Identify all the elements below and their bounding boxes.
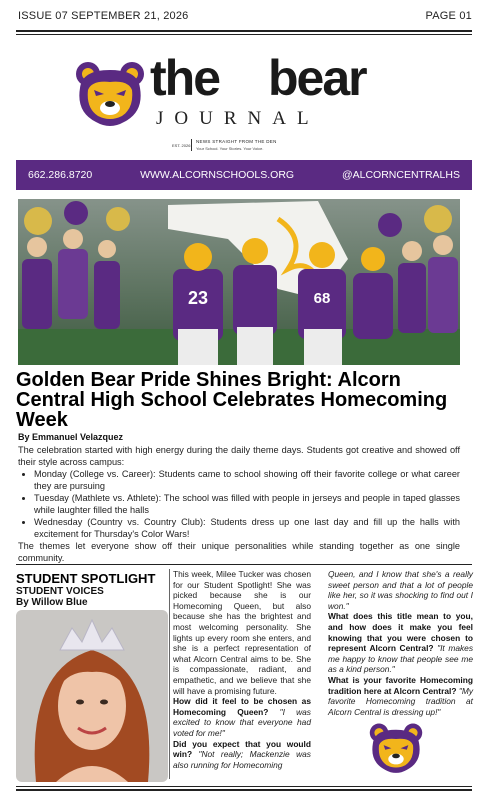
masthead-the: the [150, 50, 219, 106]
article-byline: By Emmanuel Velazquez [18, 432, 124, 442]
jersey-number-2: 68 [313, 290, 331, 307]
page-number: PAGE 01 [425, 10, 472, 22]
interview-answer: Queen, and I know that she's a really sweet person and that a lot of people like her, so it was shocking to find out I won." [328, 569, 473, 611]
footer-rule [16, 786, 472, 787]
bear-logo-icon [74, 60, 146, 130]
website-link[interactable]: WWW.ALCORNSCHOOLS.ORG [140, 169, 295, 181]
header-rule-thin [16, 34, 472, 35]
spotlight-subtitle: STUDENT VOICES [16, 586, 104, 597]
spotlight-column-2 [173, 569, 311, 770]
masthead-bear: bear [268, 50, 366, 106]
masthead-tagline: NEWS STRAIGHT FROM THE DEN [196, 139, 277, 144]
jersey-number: 23 [187, 288, 209, 308]
phone-number: 662.286.8720 [28, 169, 93, 181]
interview-question: What does this title mean to you, and how does it make you feel knowing that you were chosen to represent Alcorn Central? [328, 611, 473, 654]
spotlight-portrait [16, 610, 168, 782]
article-body [18, 444, 460, 564]
masthead-est: EST. 2026 [172, 143, 191, 148]
spotlight-column-3 [328, 569, 473, 717]
bear-mascot-icon [368, 722, 424, 776]
issue-date: ISSUE 07 SEPTEMBER 21, 2026 [18, 10, 189, 22]
section-rule [16, 564, 472, 565]
header-rule [16, 30, 472, 32]
social-handle[interactable]: @ALCORNCENTRALHS [341, 169, 460, 181]
contact-band [16, 160, 472, 190]
spotlight-title: STUDENT SPOTLIGHT [16, 571, 156, 586]
article-closing: The themes let everyone show off their unique personalities while standing together as one single community. [18, 541, 460, 563]
footer-rule-thick [16, 789, 472, 791]
theme-days-list [18, 468, 460, 540]
interview-answer: "Not really; Mackenzie was also running for Homecoming [173, 749, 311, 770]
interview-answer: "It makes me happy to know that people see me as a kind person." [328, 643, 474, 675]
spotlight-intro: This week, Milee Tucker was chosen for our Student Spotlight! She was picked because she is our Homecoming Queen, but also because she has the brightest and most welcoming personality. She lights up every room she enters, and she is a perfect representation of what Alcorn Central aims to be. She is compassionate, radiant, and empathetic, and we believe that she will have a promising future. [173, 569, 311, 696]
masthead-divider [191, 139, 192, 151]
masthead-tagline-sub: Your School. Your Stories. Your Voice. [196, 146, 264, 151]
interview-question: Did you expect that you would win? [173, 738, 311, 760]
interview-answer: "My favorite Homecoming tradition at Alcorn Central is dressing up!" [328, 685, 474, 717]
interview-question: How did it feel to be chosen as Homecoming Queen? [173, 696, 311, 717]
spotlight-byline: By Willow Blue [16, 597, 88, 608]
masthead-journal: JOURNAL [156, 108, 320, 129]
article-intro: The celebration started with high energy during the daily theme days. Students got creative and showed off their style across campus: [18, 445, 460, 467]
list-item: • Monday (College vs. Career): Students came to school showing off their favorite college or what career they are pursuing [34, 468, 460, 492]
column-divider [169, 569, 170, 779]
homecoming-photo [18, 199, 460, 365]
article-headline: Golden Bear Pride Shines Bright: Alcorn Central High School Celebrates Homecoming Week [16, 369, 448, 431]
list-item: • Wednesday (Country vs. Country Club): Students dress up one last day and fill up the halls with excitement for Thursday's Color Wars! [34, 516, 460, 540]
list-item: • Tuesday (Mathlete vs. Athlete): The school was filled with people in jerseys and people in taped glasses while laughter filled the halls [34, 492, 460, 516]
interview-answer: "I was excited to know that everyone had voted for me!" [173, 706, 311, 738]
interview-question: What is your favorite Homecoming tradition here at Alcorn Central? [328, 674, 473, 696]
